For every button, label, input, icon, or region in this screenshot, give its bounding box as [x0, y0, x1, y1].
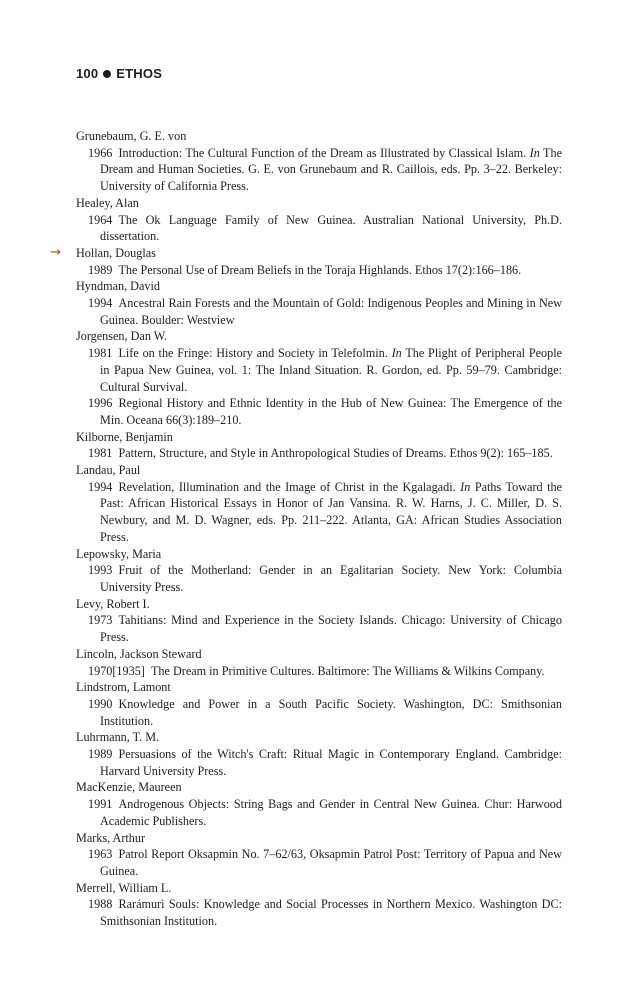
reference-entry — [76, 679, 562, 729]
reference-text: Knowledge and Power in a South Pacific Society. Washington, DC: Smithsonian Institution. — [100, 696, 562, 728]
italic-in: In — [460, 479, 471, 494]
reference-text: Revelation, Illumination and the Image of Christ in the Kgalagadi. — [118, 479, 461, 494]
reference-year: 1970[1935] — [88, 663, 145, 678]
reference-entry — [76, 278, 562, 328]
reference-entry — [76, 195, 562, 245]
reference-work — [76, 562, 562, 595]
reference-text: Life on the Fringe: History and Society in Telefolmin. — [118, 346, 392, 361]
reference-year: 1993 — [88, 563, 113, 578]
reference-author: Marks, Arthur — [76, 830, 146, 845]
reference-text: The Dream and Human Societies. G. E. von Grunebaum and R. Caillois, eds. Pp. 3–22. Berkeley: University of California Press. — [100, 145, 562, 194]
reference-year: 1989 — [88, 262, 113, 277]
reference-author: Luhrmann, T. M. — [76, 730, 160, 745]
reference-text: Paths Toward the Past: African Historical Essays in Honor of Jan Vansina. R. W. Harns, J. C. Miller, D. S. Newbury, and M. D. Wagner, eds. Pp. 211–222. Atlanta, GA: African Studies Association Press. — [100, 479, 562, 544]
bullet-icon — [103, 70, 111, 78]
reference-work — [76, 796, 562, 829]
reference-text: Tahitians: Mind and Experience in the Society Islands. Chicago: University of Chicago Press. — [100, 613, 562, 645]
reference-author: Hollan, Douglas — [76, 245, 156, 260]
reference-entry — [76, 462, 562, 546]
reference-year: 1994 — [88, 296, 113, 311]
reference-author: Lepowsky, Maria — [76, 546, 162, 561]
reference-author: Landau, Paul — [76, 463, 141, 478]
reference-author: Lincoln, Jackson Steward — [76, 646, 202, 661]
page-number: 100 — [76, 66, 99, 81]
reference-year: 1991 — [88, 797, 113, 812]
italic-in: In — [529, 145, 540, 160]
reference-text: Introduction: The Cultural Function of the Dream as Illustrated by Classical Islam. — [118, 145, 530, 160]
reference-author: Kilborne, Benjamin — [76, 429, 173, 444]
reference-entry — [76, 429, 562, 462]
reference-year: 1963 — [88, 847, 113, 862]
reference-year: 1994 — [88, 479, 113, 494]
reference-text: Pattern, Structure, and Style in Anthropological Studies of Dreams. Ethos 9(2): 165–185. — [118, 446, 553, 461]
reference-work — [76, 295, 562, 328]
reference-text: The Personal Use of Dream Beliefs in the Toraja Highlands. Ethos 17(2):166–186. — [118, 262, 522, 277]
reference-year: 1981 — [88, 446, 113, 461]
reference-text: Fruit of the Motherland: Gender in an Egalitarian Society. New York: Columbia University Press. — [100, 563, 562, 594]
reference-text: Ancestral Rain Forests and the Mountain of Gold: Indigenous Peoples and Mining in New Guinea. Boulder: Westview — [100, 296, 562, 327]
reference-year: 1990 — [88, 696, 113, 711]
reference-author: MacKenzie, Maureen — [76, 780, 182, 795]
reference-work — [76, 145, 562, 195]
reference-work — [76, 345, 562, 395]
reference-author: Lindstrom, Lamont — [76, 680, 171, 695]
reference-text: Rarámuri Souls: Knowledge and Social Processes in Northern Mexico. Washington DC: Smithsonian Institution. — [100, 897, 562, 929]
reference-entry — [76, 729, 562, 779]
reference-author: Levy, Robert I. — [76, 596, 150, 611]
reference-author: Hyndman, David — [76, 279, 160, 294]
reference-work — [76, 395, 562, 428]
reference-text: Androgenous Objects: String Bags and Gender in Central New Guinea. Chur: Harwood Academic Publishers. — [100, 797, 562, 828]
reference-work — [76, 846, 562, 879]
reference-text: Persuasions of the Witch's Craft: Ritual Magic in Contemporary England. Cambridge: Harvard University Press. — [100, 747, 562, 778]
reference-list — [50, 128, 562, 930]
reference-year: 1989 — [88, 747, 113, 762]
reference-work — [76, 663, 562, 680]
reference-entry — [76, 128, 562, 195]
reference-work — [76, 696, 562, 729]
reference-author: Jorgensen, Dan W. — [76, 329, 168, 344]
reference-entry — [76, 646, 562, 679]
reference-entry — [76, 546, 562, 596]
reference-author: Grunebaum, G. E. von — [76, 129, 187, 143]
reference-year: 1988 — [88, 897, 113, 912]
arrow-right-icon: → — [50, 244, 61, 260]
reference-text: The Dream in Primitive Cultures. Baltimore: The Williams & Wilkins Company. — [150, 663, 545, 678]
reference-work — [76, 479, 562, 546]
reference-author: Merrell, William L. — [76, 880, 172, 895]
reference-author: Healey, Alan — [76, 195, 139, 210]
reference-work — [76, 445, 562, 462]
reference-entry — [76, 880, 562, 930]
reference-text: Patrol Report Oksapmin No. 7–62/63, Oksapmin Patrol Post: Territory of Papua and New Guinea. — [100, 847, 562, 878]
reference-text: Regional History and Ethnic Identity in the Hub of New Guinea: The Emergence of the Min. Oceana 66(3):189–210. — [100, 396, 562, 427]
reference-year: 1966 — [88, 145, 113, 160]
italic-in: In — [391, 346, 402, 361]
reference-work — [76, 896, 562, 929]
reference-work — [76, 612, 562, 645]
reference-year: 1981 — [88, 346, 113, 361]
reference-entry — [50, 244, 562, 278]
reference-year: 1964 — [88, 212, 113, 227]
journal-name: ETHOS — [116, 66, 163, 81]
reference-work — [76, 746, 562, 779]
reference-year: 1996 — [88, 396, 113, 411]
reference-work — [76, 212, 562, 245]
reference-entry — [76, 830, 562, 880]
reference-work — [76, 262, 562, 279]
reference-entry — [76, 779, 562, 829]
reference-entry — [76, 328, 562, 428]
reference-year: 1973 — [88, 613, 113, 628]
reference-text: The Ok Language Family of New Guinea. Australian National University, Ph.D. dissertation. — [100, 212, 562, 244]
running-head — [76, 66, 162, 81]
reference-entry — [76, 596, 562, 646]
reference-text: The Plight of Peripheral People in Papua New Guinea, vol. 1: The Inland Situation. R. Gordon, ed. Pp. 59–79. Cambridge: Cultural Survival. — [100, 346, 562, 394]
